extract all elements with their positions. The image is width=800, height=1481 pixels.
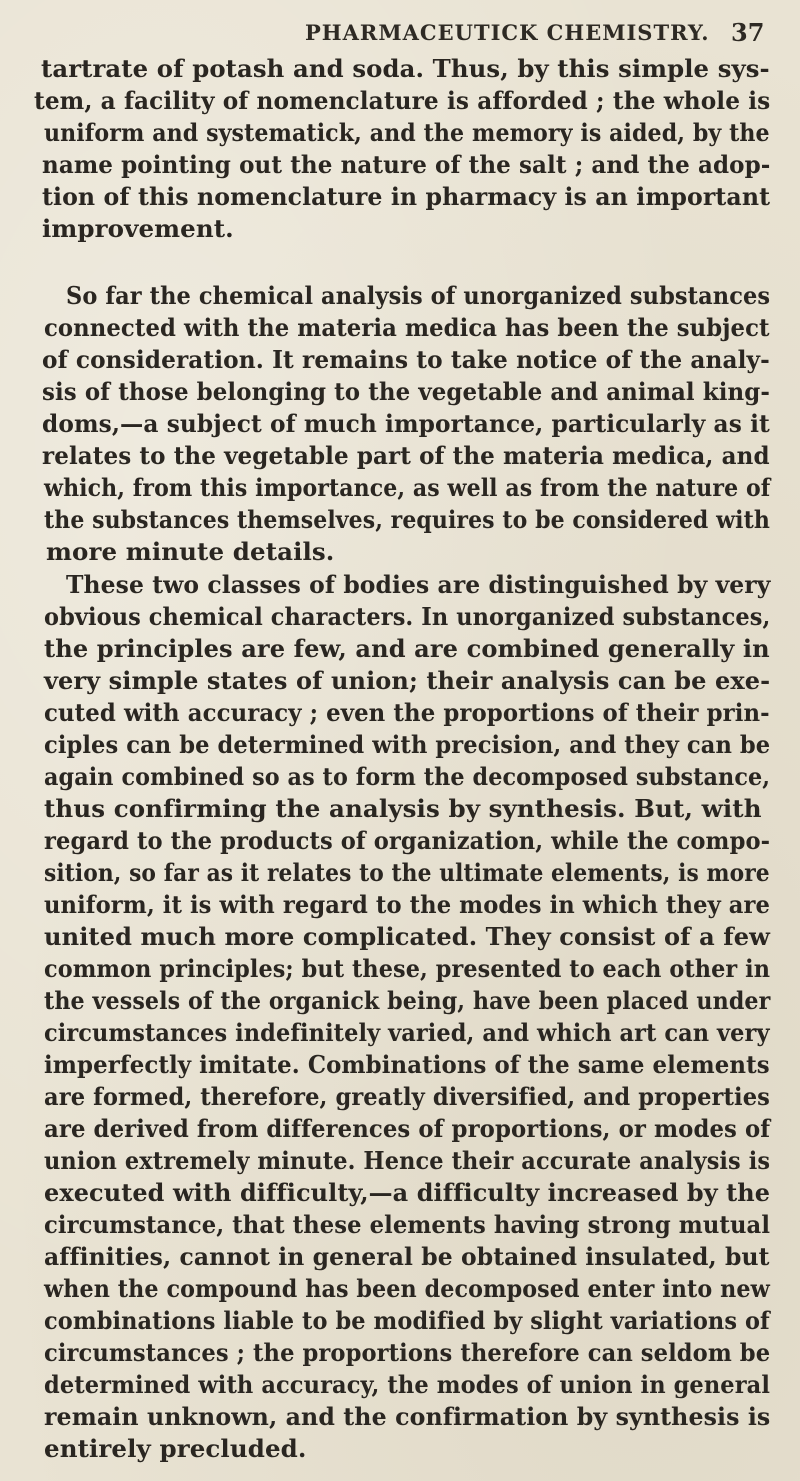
text-line: circumstances indefinitely varied, and which art can very bbox=[44, 1018, 770, 1047]
text-line: connected with the materia medica has been the subject bbox=[44, 313, 770, 342]
text-line: remain unknown, and the confirmation by synthesis is bbox=[44, 1402, 771, 1431]
text-line: of consideration. It remains to take notice of the analy- bbox=[42, 345, 770, 374]
text-line: uniform and systematick, and the memory is aided, by the bbox=[44, 118, 770, 147]
text-line: These two classes of bodies are distinguished by very bbox=[66, 570, 771, 599]
text-line: common principles; but these, presented to each other in bbox=[44, 954, 771, 983]
text-line: cuted with accuracy ; even the proportions of their prin- bbox=[44, 698, 770, 727]
text-line: tion of this nomenclature in pharmacy is an important bbox=[42, 182, 771, 211]
text-line: ciples can be determined with precision, and they can be bbox=[44, 730, 771, 759]
text-line: determined with accuracy, the modes of union in general bbox=[44, 1370, 771, 1399]
text-line: imperfectly imitate. Combinations of the same elements bbox=[44, 1050, 770, 1079]
text-line: the principles are few, and are combined generally in bbox=[44, 634, 770, 663]
text-line: united much more complicated. They consist of a few bbox=[44, 922, 770, 951]
text-line: regard to the products of organization, while the compo- bbox=[44, 826, 771, 855]
text-line: affinities, cannot in general be obtained insulated, but bbox=[44, 1242, 770, 1271]
text-line: So far the chemical analysis of unorganized substances bbox=[66, 281, 771, 310]
text-line: improvement. bbox=[42, 214, 234, 243]
text-line: tartrate of potash and soda. Thus, by this simple sys- bbox=[41, 54, 770, 83]
running-title: PHARMACEUTICK CHEMISTRY. bbox=[305, 20, 710, 45]
text-line: circumstances ; the proportions therefore can seldom be bbox=[44, 1338, 771, 1367]
text-line: when the compound has been decomposed enter into new bbox=[44, 1274, 770, 1303]
text-line: the vessels of the organick being, have been placed under bbox=[44, 986, 771, 1015]
text-line: the substances themselves, requires to be considered with bbox=[44, 505, 770, 534]
text-line: thus confirming the analysis by synthesis. But, with bbox=[44, 794, 762, 823]
text-line: combinations liable to be modified by slight variations of bbox=[44, 1306, 770, 1335]
text-line: which, from this importance, as well as from the nature of bbox=[44, 473, 771, 502]
text-line: circumstance, that these elements having strong mutual bbox=[44, 1210, 771, 1239]
running-head bbox=[0, 14, 800, 54]
text-line: are derived from differences of proportions, or modes of bbox=[44, 1114, 771, 1143]
text-line: uniform, it is with regard to the modes in which they are bbox=[44, 890, 771, 919]
text-line: entirely precluded. bbox=[44, 1434, 307, 1463]
text-line: very simple states of union; their analysis can be exe- bbox=[44, 666, 771, 695]
text-line: name pointing out the nature of the salt ; and the adop- bbox=[42, 150, 771, 179]
text-line: relates to the vegetable part of the materia medica, and bbox=[42, 441, 770, 470]
text-line: executed with difficulty,—a difficulty increased by the bbox=[44, 1178, 771, 1207]
text-line: sis of those belonging to the vegetable and animal king- bbox=[42, 377, 770, 406]
text-line: tem, a facility of nomenclature is afforded ; the whole is bbox=[34, 86, 771, 115]
text-line: doms,—a subject of much importance, particularly as it bbox=[42, 409, 770, 438]
text-line: sition, so far as it relates to the ultimate elements, is more bbox=[44, 858, 770, 887]
text-line: are formed, therefore, greatly diversified, and properties bbox=[44, 1082, 770, 1111]
page-number: 37 bbox=[731, 18, 765, 47]
text-line: obvious chemical characters. In unorganized substances, bbox=[44, 602, 771, 631]
text-line: more minute details. bbox=[46, 537, 335, 566]
text-line: again combined so as to form the decomposed substance, bbox=[44, 762, 771, 791]
text-line: union extremely minute. Hence their accurate analysis is bbox=[44, 1146, 771, 1175]
